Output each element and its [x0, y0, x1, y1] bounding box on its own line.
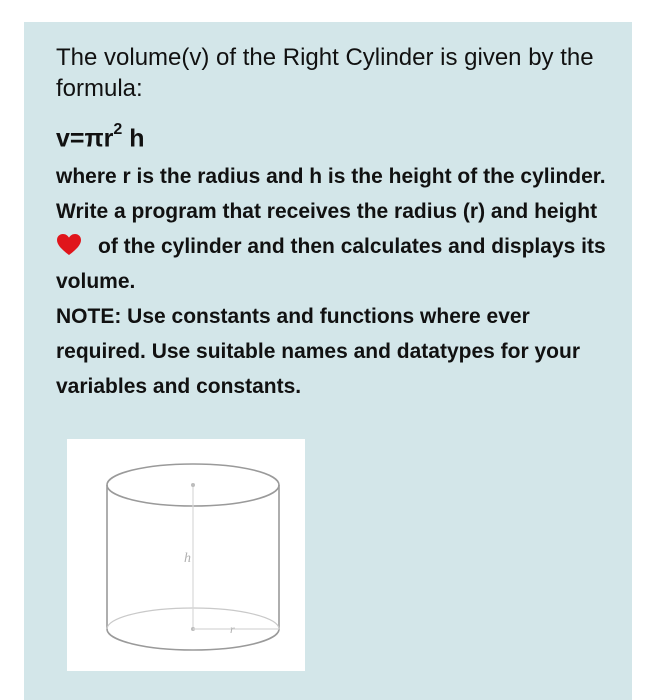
volume-formula — [56, 118, 145, 153]
heart-emoji-icon — [56, 233, 82, 256]
task-text-2: of the cylinder and then calculates and displays its volume. — [56, 235, 606, 293]
formula-lhs: v=πr — [56, 124, 114, 153]
description-text-1: is the radius and — [130, 165, 310, 188]
task-instruction — [56, 194, 616, 299]
question-body — [56, 159, 616, 404]
description-prefix: where — [56, 165, 123, 188]
height-label: h — [184, 551, 191, 566]
top-center-dot — [191, 483, 195, 487]
formula-rhs: h — [122, 124, 145, 153]
radius-label: r — [230, 622, 235, 636]
cylinder-bottom-front-arc — [107, 629, 279, 650]
task-text-1: Write a program that receives the radius (r) and height — [56, 200, 598, 223]
height-variable: h — [309, 165, 323, 188]
description-text-2: is the height of the cylinder. — [322, 165, 606, 188]
formula-exponent: 2 — [113, 121, 123, 138]
note-text: NOTE: Use constants and functions where ever required. Use suitable names and datatypes for your variables and constants. — [56, 305, 580, 398]
radius-variable: r — [122, 165, 131, 188]
content-panel — [24, 22, 632, 700]
variable-description — [56, 159, 616, 194]
cylinder-diagram — [67, 439, 305, 671]
cylinder-figure — [67, 439, 305, 671]
question-title: The volume(v) of the Right Cylinder is given by the formula: — [56, 44, 594, 102]
